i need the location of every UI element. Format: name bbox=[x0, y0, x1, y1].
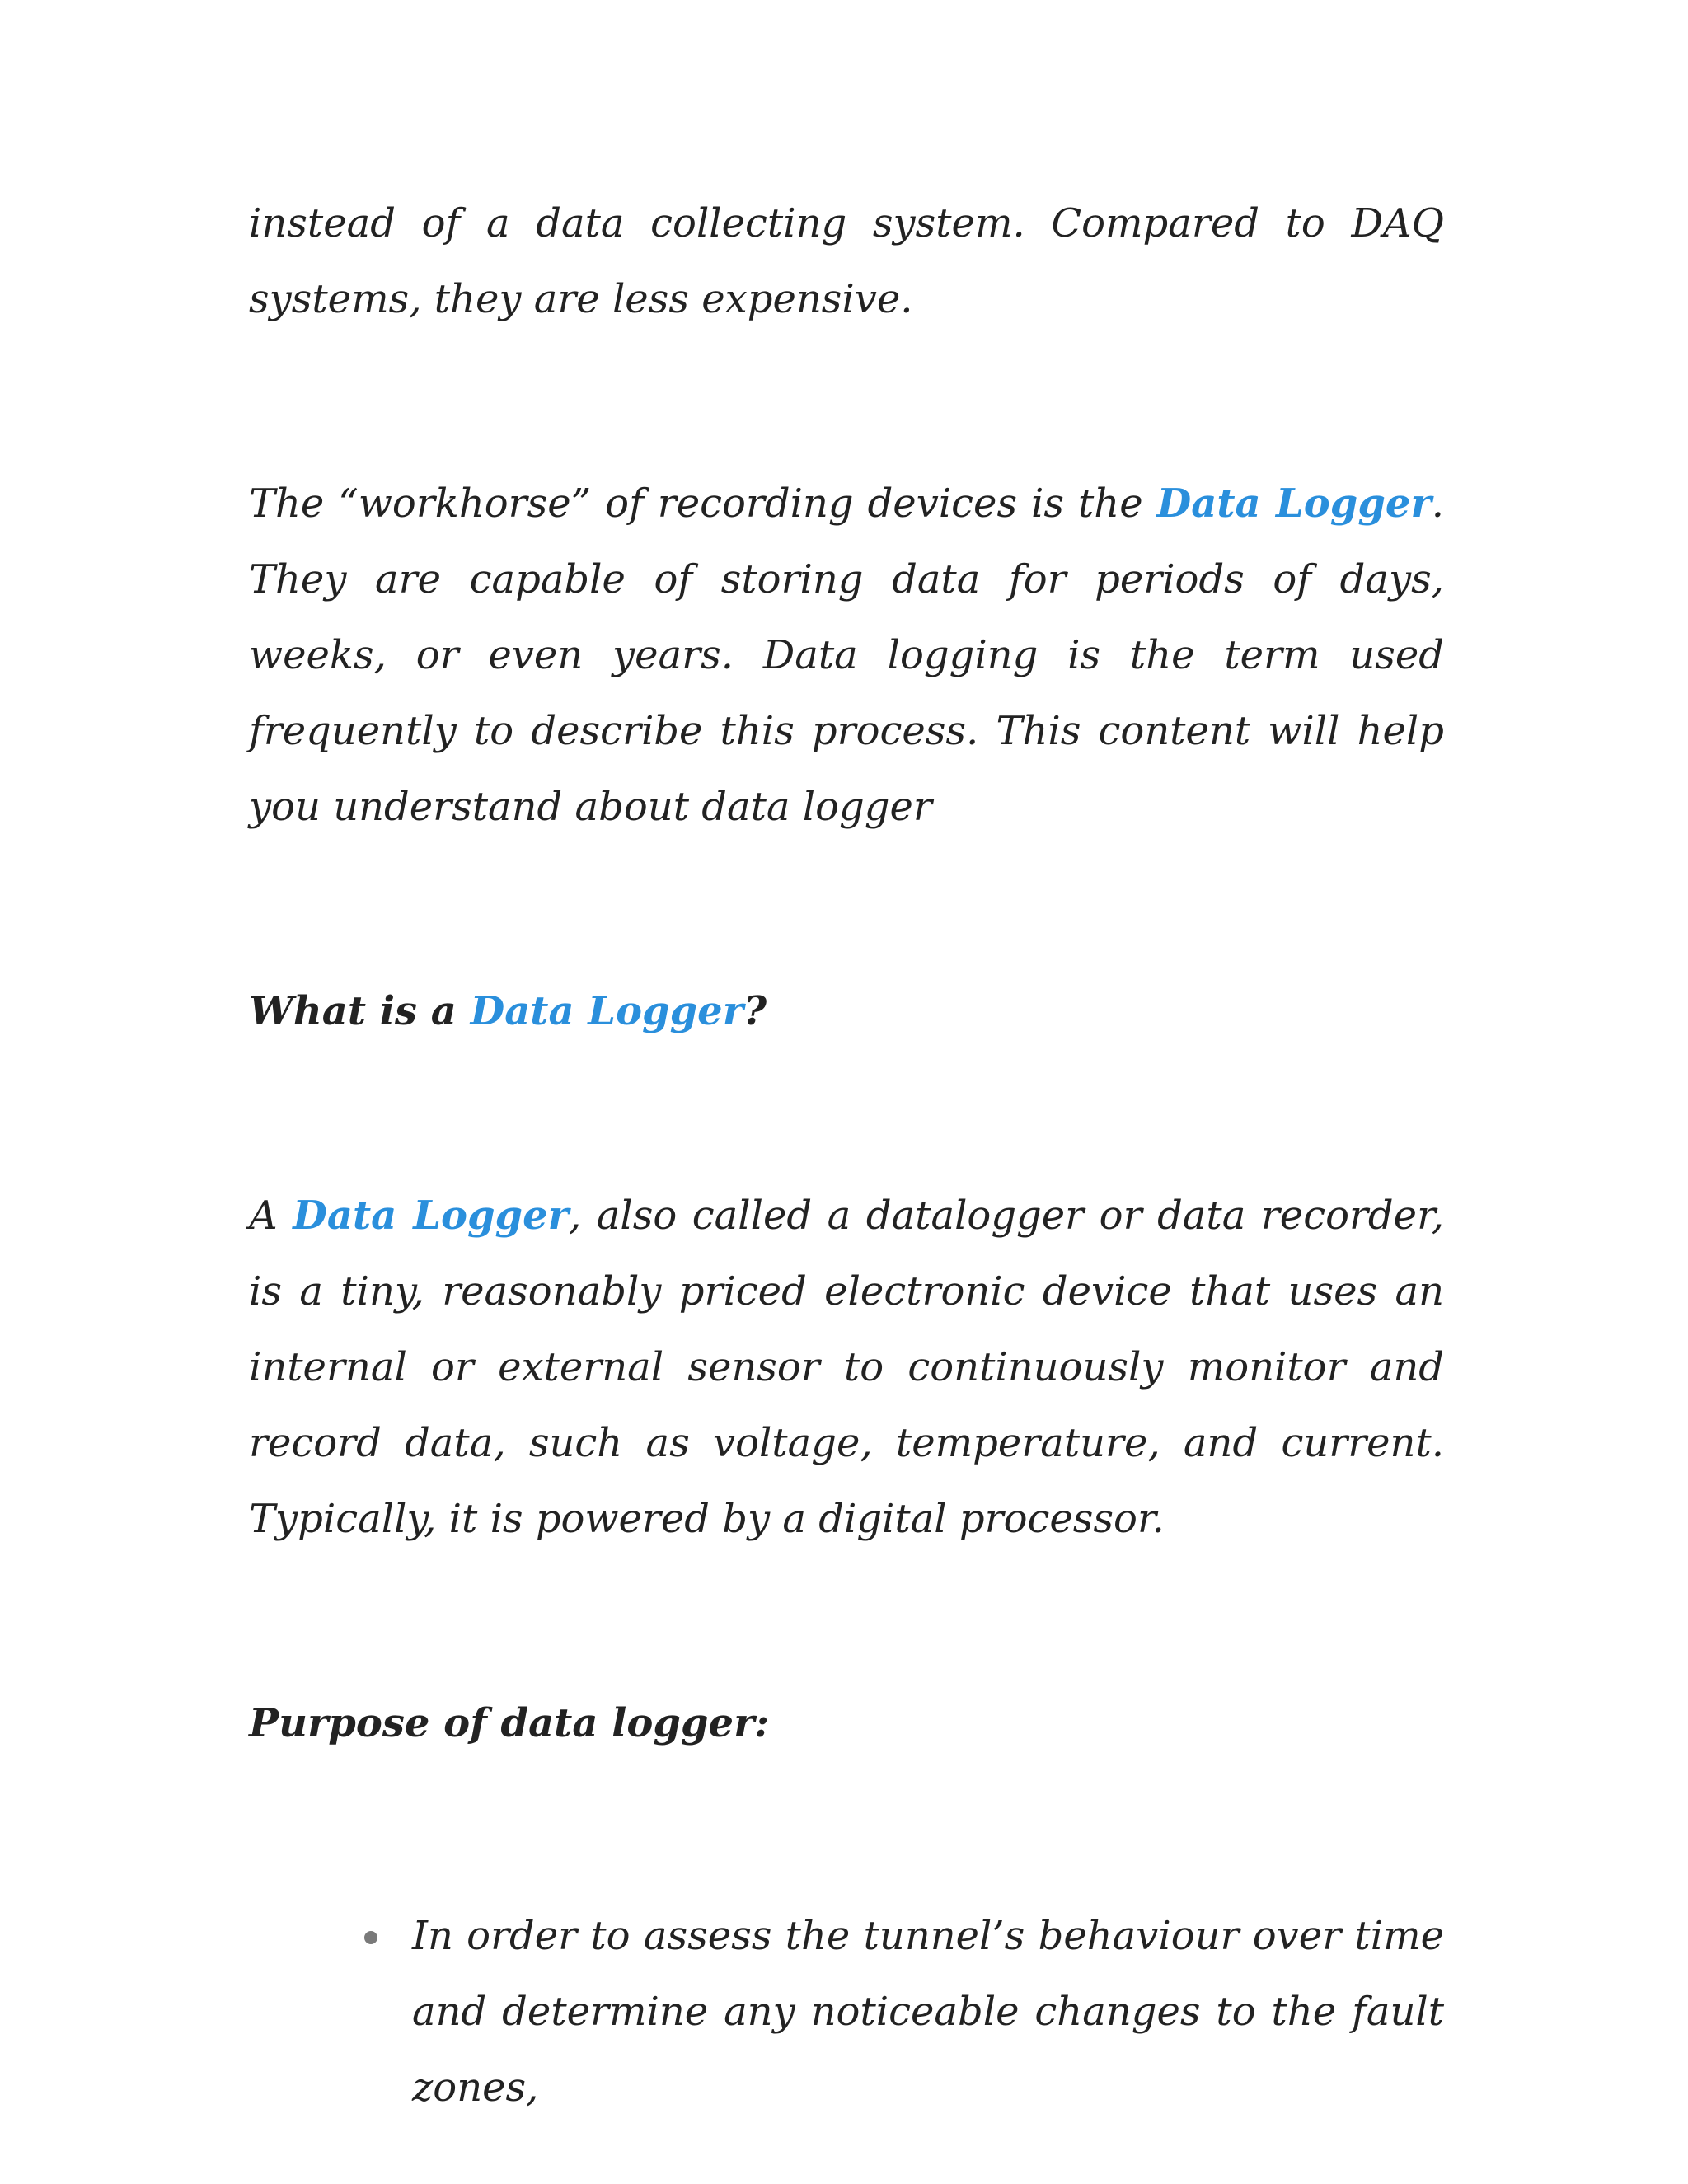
data-logger-link[interactable]: Data Logger bbox=[1156, 480, 1432, 527]
paragraph-intro-continuation: instead of a data collecting system. Compared to DAQ systems, they are less expensive. bbox=[249, 200, 1444, 322]
heading-purpose: Purpose of data logger: bbox=[249, 1700, 770, 1746]
heading-what-is-text-after: ? bbox=[743, 988, 767, 1034]
bullet-dot-icon bbox=[364, 1931, 377, 1944]
paragraph-workhorse-text-before: The “workhorse” of recording devices is the bbox=[249, 480, 1157, 527]
heading-what-is-text-before: What is a bbox=[249, 988, 471, 1034]
list-item bbox=[412, 1898, 1444, 2125]
paragraph-workhorse-text-after: . They are capable of storing data for periods of days, weeks, or even years. Data logging is the term used frequently to describe this process. This content will help you understand about data logger bbox=[249, 480, 1444, 830]
article-body bbox=[249, 185, 1444, 2125]
heading-data-logger-link[interactable]: Data Logger bbox=[470, 988, 744, 1034]
paragraph-definition-text-after: , also called a datalogger or data recorder, is a tiny, reasonably priced electronic device that uses an internal or external sensor to continuously monitor and record data, such as voltage, temperature, and current. Typically, it is powered by a digital processor. bbox=[249, 1193, 1444, 1542]
paragraph-definition bbox=[249, 1178, 1444, 1557]
paragraph-workhorse bbox=[249, 466, 1444, 845]
definition-data-logger-link[interactable]: Data Logger bbox=[293, 1193, 569, 1239]
purpose-bullet-list bbox=[249, 1898, 1444, 2125]
heading-what-is-data-logger bbox=[249, 973, 1444, 1049]
paragraph-definition-text-before: A bbox=[249, 1193, 293, 1239]
list-item-text: In order to assess the tunnel’s behaviour over time and determine any noticeable changes to the fault zones, bbox=[412, 1913, 1444, 2111]
